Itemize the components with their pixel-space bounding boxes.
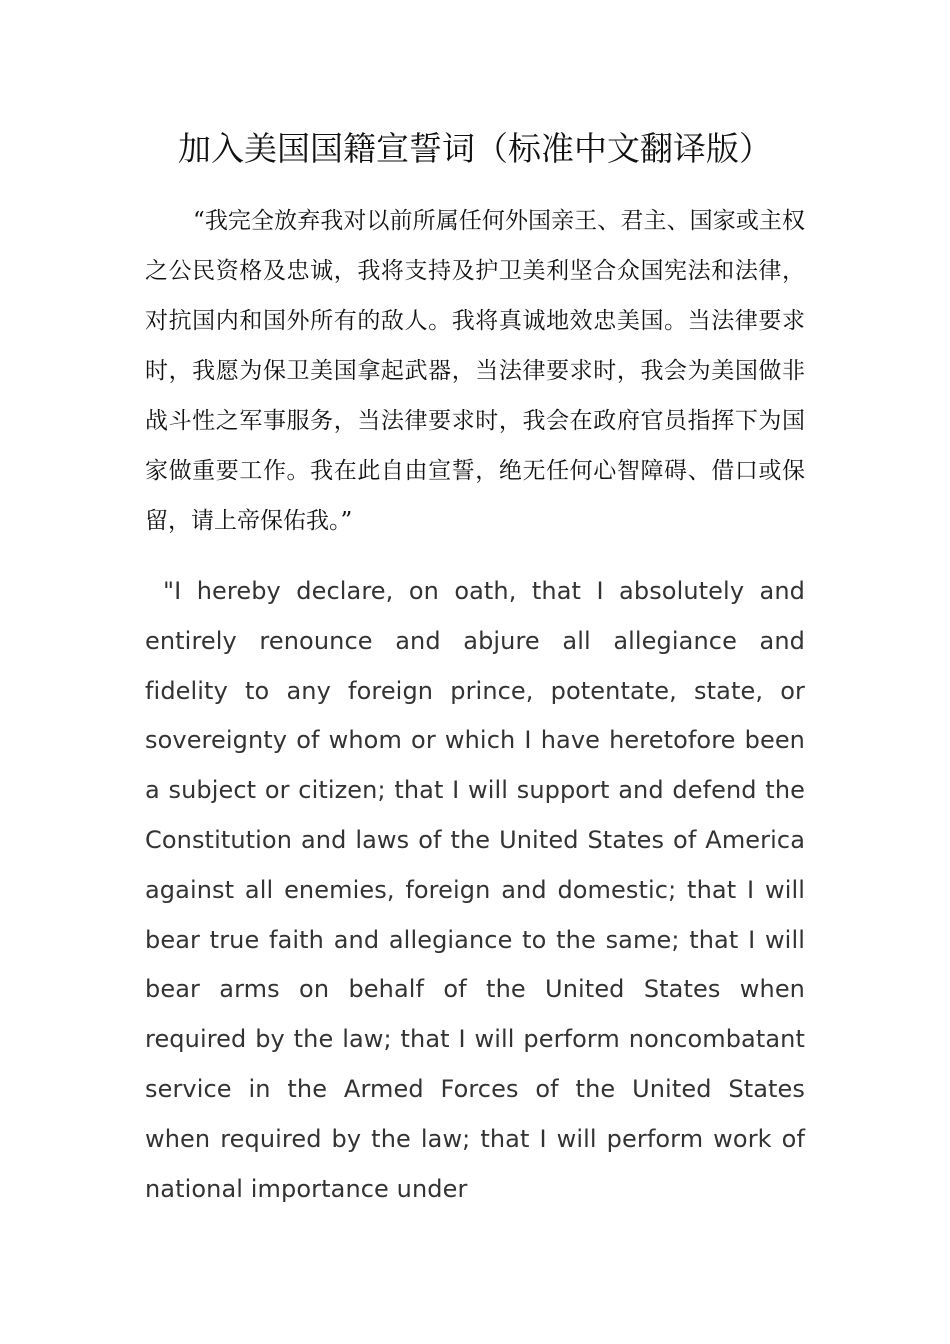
chinese-oath-paragraph: “我完全放弃我对以前所属任何外国亲王、君主、国家或主权之公民资格及忠诚，我将支持及护卫美利坚合众国宪法和法律，对抗国内和国外所有的敌人。我将真诚地效忠美国。当法律要求时，我愿为保卫美国拿起武器，当法律要求时，我会为美国做非战斗性之军事服务，当法律要求时，我会在政府官员指挥下为国家做重要工作。我在此自由宣誓，绝无任何心智障碍、借口或保留，请上帝保佑我。” [145,208,805,534]
document-title: 加入美国国籍宣誓词（标准中文翻译版） [178,129,772,168]
english-oath-paragraph: "I hereby declare, on oath, that I absolutely and entirely renounce and abjure all allegiance and fidelity to any foreign prince, potentate, state, or sovereignty of whom or which I have heretofore been a subject or citizen; that I will support and defend the Constitution and laws of the United States of America against all enemies, foreign and domestic; that I will bear true faith and allegiance to the same; that I will bear arms on behalf of the United States when required by the law; that I will perform noncombatant service in the Armed Forces of the United States when required by the law; that I will perform work of national importance under [145,577,805,1203]
